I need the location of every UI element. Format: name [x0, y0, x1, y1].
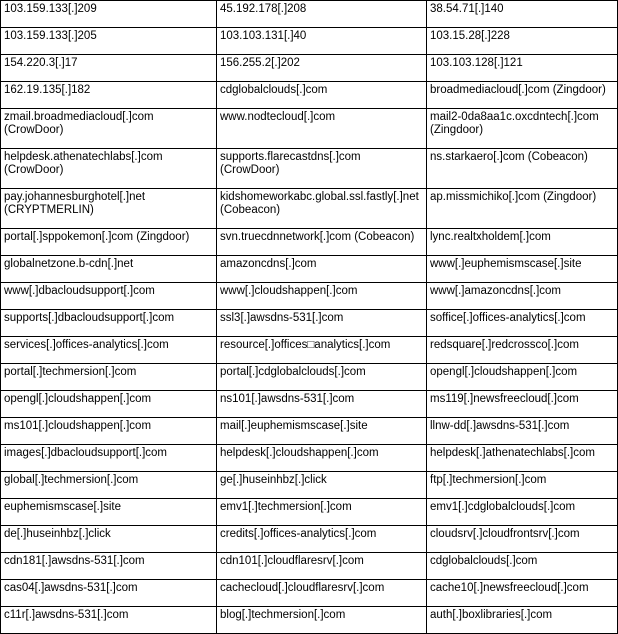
table-row [1, 283, 618, 310]
table-row [1, 256, 618, 283]
table-cell: cdn101[.]cloudflaresrv[.]com [217, 553, 427, 580]
table-cell: cas04[.]awsdns-531[.]com [1, 580, 217, 607]
table-row [1, 580, 618, 607]
table-row [1, 553, 618, 580]
table-cell: svn.truecdnnetwork[.]com (Cobeacon) [217, 229, 427, 256]
table-cell: 156.255.2[.]202 [217, 55, 427, 82]
table-cell: opengl[.]cloudshappen[.]com [1, 391, 217, 418]
table-cell: cdglobalclouds[.]com [217, 82, 427, 109]
table-row [1, 55, 618, 82]
table-cell: ftp[.]techmersion[.]com [427, 472, 618, 499]
table-row [1, 607, 618, 634]
table-cell: mail[.]euphemismscase[.]site [217, 418, 427, 445]
table-cell: 103.159.133[.]209 [1, 1, 217, 28]
table-cell: supports.flarecastdns[.]com (CrowDoor) [217, 149, 427, 189]
table-cell: 103.103.128[.]121 [427, 55, 618, 82]
table-row [1, 1, 618, 28]
table-cell: cdn181[.]awsdns-531[.]com [1, 553, 217, 580]
table-cell: lync.realtxholdem[.]com [427, 229, 618, 256]
table-cell: 103.159.133[.]205 [1, 28, 217, 55]
table-cell: globalnetzone.b-cdn[.]net [1, 256, 217, 283]
table-cell: ms119[.]newsfreecloud[.]com [427, 391, 618, 418]
table-cell: credits[.]offices-analytics[.]com [217, 526, 427, 553]
table-row [1, 149, 618, 189]
table-cell: broadmediacloud[.]com (Zingdoor) [427, 82, 618, 109]
table-row [1, 418, 618, 445]
table-cell: ap.missmichiko[.]com (Zingdoor) [427, 189, 618, 229]
table-cell: amazoncdns[.]com [217, 256, 427, 283]
table-cell: kidshomeworkabc.global.ssl.fastly[.]net (Cobeacon) [217, 189, 427, 229]
table-cell: www[.]amazoncdns[.]com [427, 283, 618, 310]
table-cell: ssl3[.]awsdns-531[.]com [217, 310, 427, 337]
table-cell: auth[.]boxlibraries[.]com [427, 607, 618, 634]
table-cell: helpdesk.athenatechlabs[.]com (CrowDoor) [1, 149, 217, 189]
table-cell: supports[.]dbacloudsupport[.]com [1, 310, 217, 337]
table-cell: c11r[.]awsdns-531[.]com [1, 607, 217, 634]
table-cell: opengl[.]cloudshappen[.]com [427, 364, 618, 391]
table-cell: cloudsrv[.]cloudfrontsrv[.]com [427, 526, 618, 553]
table-row [1, 28, 618, 55]
table-cell: 103.15.28[.]228 [427, 28, 618, 55]
table-cell: www[.]euphemismscase[.]site [427, 256, 618, 283]
table-cell: 45.192.178[.]208 [217, 1, 427, 28]
table-cell: 154.220.3[.]17 [1, 55, 217, 82]
table-cell: de[.]huseinhbz[.]click [1, 526, 217, 553]
table-cell: portal[.]sppokemon[.]com (Zingdoor) [1, 229, 217, 256]
table-cell: 103.103.131[.]40 [217, 28, 427, 55]
table-cell: cachecloud[.]cloudflaresrv[.]com [217, 580, 427, 607]
table-cell: 162.19.135[.]182 [1, 82, 217, 109]
table-cell: redsquare[.]redcrossco[.]com [427, 337, 618, 364]
table-row [1, 526, 618, 553]
table-cell: www[.]dbacloudsupport[.]com [1, 283, 217, 310]
table-row [1, 499, 618, 526]
table-cell: 38.54.71[.]140 [427, 1, 618, 28]
table-row [1, 337, 618, 364]
table-cell: global[.]techmersion[.]com [1, 472, 217, 499]
table-cell: pay.johannesburghotel[.]net (CRYPTMERLIN) [1, 189, 217, 229]
ioc-table-body [1, 1, 618, 634]
table-cell: portal[.]techmersion[.]com [1, 364, 217, 391]
table-cell: cdglobalclouds[.]com [427, 553, 618, 580]
table-cell: cache10[.]newsfreecloud[.]com [427, 580, 618, 607]
table-row [1, 391, 618, 418]
table-row [1, 310, 618, 337]
table-cell: blog[.]techmersion[.]com [217, 607, 427, 634]
table-cell: portal[.]cdglobalclouds[.]com [217, 364, 427, 391]
table-cell: services[.]offices-analytics[.]com [1, 337, 217, 364]
table-cell: soffice[.]offices-analytics[.]com [427, 310, 618, 337]
table-cell: llnw-dd[.]awsdns-531[.]com [427, 418, 618, 445]
table-cell: ge[.]huseinhbz[.]click [217, 472, 427, 499]
table-cell: ms101[.]cloudshappen[.]com [1, 418, 217, 445]
table-row [1, 472, 618, 499]
table-cell: emv1[.]techmersion[.]com [217, 499, 427, 526]
table-cell: emv1[.]cdglobalclouds[.]com [427, 499, 618, 526]
table-cell: resource[.]offices□analytics[.]com [217, 337, 427, 364]
table-row [1, 364, 618, 391]
table-cell: helpdesk[.]athenatechlabs[.]com [427, 445, 618, 472]
table-row [1, 229, 618, 256]
table-row [1, 189, 618, 229]
table-cell: helpdesk[.]cloudshappen[.]com [217, 445, 427, 472]
table-row [1, 109, 618, 149]
table-cell: ns.starkaero[.]com (Cobeacon) [427, 149, 618, 189]
table-cell: ns101[.]awsdns-531[.]com [217, 391, 427, 418]
table-cell: mail2-0da8aa1c.oxcdntech[.]com (Zingdoor) [427, 109, 618, 149]
table-row [1, 445, 618, 472]
table-cell: images[.]dbacloudsupport[.]com [1, 445, 217, 472]
table-cell: www[.]cloudshappen[.]com [217, 283, 427, 310]
table-row [1, 82, 618, 109]
table-cell: www.nodtecloud[.]com [217, 109, 427, 149]
table-cell: euphemismscase[.]site [1, 499, 217, 526]
table-cell: zmail.broadmediacloud[.]com (CrowDoor) [1, 109, 217, 149]
